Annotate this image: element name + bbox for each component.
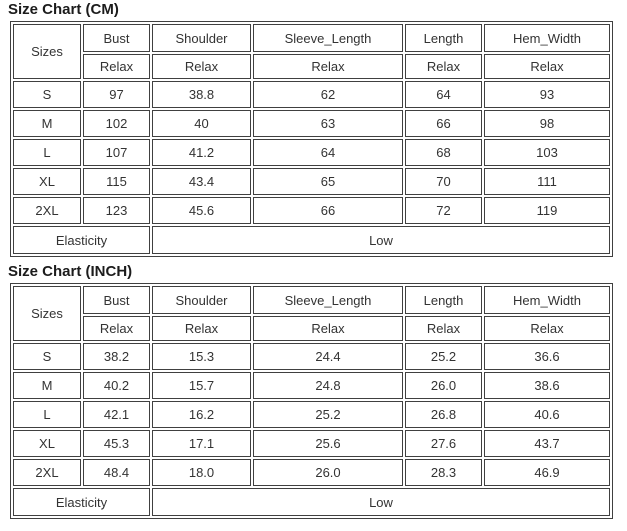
value-cell: 115 [83,168,150,195]
value-cell: 66 [405,110,482,137]
value-cell: 38.2 [83,343,150,370]
value-cell: 123 [83,197,150,224]
value-cell: 45.6 [152,197,251,224]
header-cell-hem-width: Hem_Width [484,24,610,52]
value-cell: 38.6 [484,372,610,399]
value-cell: 15.7 [152,372,251,399]
header-cell-shoulder: Shoulder [152,24,251,52]
value-cell: 42.1 [83,401,150,428]
size-cell: L [13,139,81,166]
table-row-xl [13,430,610,457]
header-cell-length: Length [405,286,482,314]
value-cell: 41.2 [152,139,251,166]
value-cell: 111 [484,168,610,195]
value-cell: 46.9 [484,459,610,486]
header-row [13,286,610,314]
header-cell-hem-width: Hem_Width [484,286,610,314]
table-row-2xl [13,459,610,486]
size-cell: L [13,401,81,428]
header-cell-bust: Bust [83,24,150,52]
header-cell-bust: Bust [83,286,150,314]
value-cell: 27.6 [405,430,482,457]
value-cell: 68 [405,139,482,166]
header-cell-sleeve-length: Sleeve_Length [253,286,403,314]
table-row-m [13,372,610,399]
relax-cell: Relax [83,316,150,341]
relax-cell: Relax [405,316,482,341]
table-row-m [13,110,610,137]
value-cell: 45.3 [83,430,150,457]
value-cell: 36.6 [484,343,610,370]
size-chart-inch-table [10,283,613,519]
size-chart-cm-title: Size Chart (CM) [8,1,119,18]
value-cell: 93 [484,81,610,108]
value-cell: 72 [405,197,482,224]
value-cell: 24.8 [253,372,403,399]
relax-cell: Relax [405,54,482,79]
value-cell: 28.3 [405,459,482,486]
value-cell: 25.2 [405,343,482,370]
value-cell: 107 [83,139,150,166]
value-cell: 40 [152,110,251,137]
relax-cell: Relax [484,316,610,341]
relax-cell: Relax [253,54,403,79]
value-cell: 65 [253,168,403,195]
value-cell: 43.4 [152,168,251,195]
value-cell: 16.2 [152,401,251,428]
table-row-s [13,343,610,370]
header-cell-length: Length [405,24,482,52]
value-cell: 40.6 [484,401,610,428]
table-row-2xl [13,197,610,224]
size-chart-inch-section [0,263,627,519]
relax-cell: Relax [253,316,403,341]
size-cell: S [13,343,81,370]
value-cell: 26.0 [253,459,403,486]
elasticity-value-cell: Low [152,226,610,254]
size-chart-inch-title: Size Chart (INCH) [8,263,133,280]
size-cell: M [13,110,81,137]
value-cell: 26.8 [405,401,482,428]
header-row [13,24,610,52]
header-cell-sleeve-length: Sleeve_Length [253,24,403,52]
elasticity-value-cell: Low [152,488,610,516]
value-cell: 102 [83,110,150,137]
value-cell: 26.0 [405,372,482,399]
header-cell-shoulder: Shoulder [152,286,251,314]
value-cell: 17.1 [152,430,251,457]
value-cell: 48.4 [83,459,150,486]
value-cell: 62 [253,81,403,108]
value-cell: 63 [253,110,403,137]
value-cell: 38.8 [152,81,251,108]
table-row-xl [13,168,610,195]
size-cell: XL [13,430,81,457]
value-cell: 43.7 [484,430,610,457]
value-cell: 119 [484,197,610,224]
value-cell: 18.0 [152,459,251,486]
value-cell: 25.2 [253,401,403,428]
size-cell: 2XL [13,197,81,224]
size-cell: S [13,81,81,108]
value-cell: 97 [83,81,150,108]
header-cell-sizes: Sizes [13,286,81,341]
elasticity-row [13,226,610,254]
size-cell: M [13,372,81,399]
elasticity-label-cell: Elasticity [13,488,150,516]
size-chart-cm-section [0,1,627,257]
relax-cell: Relax [152,316,251,341]
value-cell: 24.4 [253,343,403,370]
value-cell: 40.2 [83,372,150,399]
value-cell: 70 [405,168,482,195]
header-cell-sizes: Sizes [13,24,81,79]
value-cell: 25.6 [253,430,403,457]
value-cell: 64 [253,139,403,166]
elasticity-label-cell: Elasticity [13,226,150,254]
fit-row [13,54,610,79]
relax-cell: Relax [484,54,610,79]
size-chart-cm-table [10,21,613,257]
relax-cell: Relax [83,54,150,79]
relax-cell: Relax [152,54,251,79]
value-cell: 15.3 [152,343,251,370]
table-row-l [13,401,610,428]
value-cell: 66 [253,197,403,224]
table-row-s [13,81,610,108]
value-cell: 103 [484,139,610,166]
table-row-l [13,139,610,166]
size-cell: 2XL [13,459,81,486]
size-cell: XL [13,168,81,195]
fit-row [13,316,610,341]
value-cell: 64 [405,81,482,108]
value-cell: 98 [484,110,610,137]
elasticity-row [13,488,610,516]
